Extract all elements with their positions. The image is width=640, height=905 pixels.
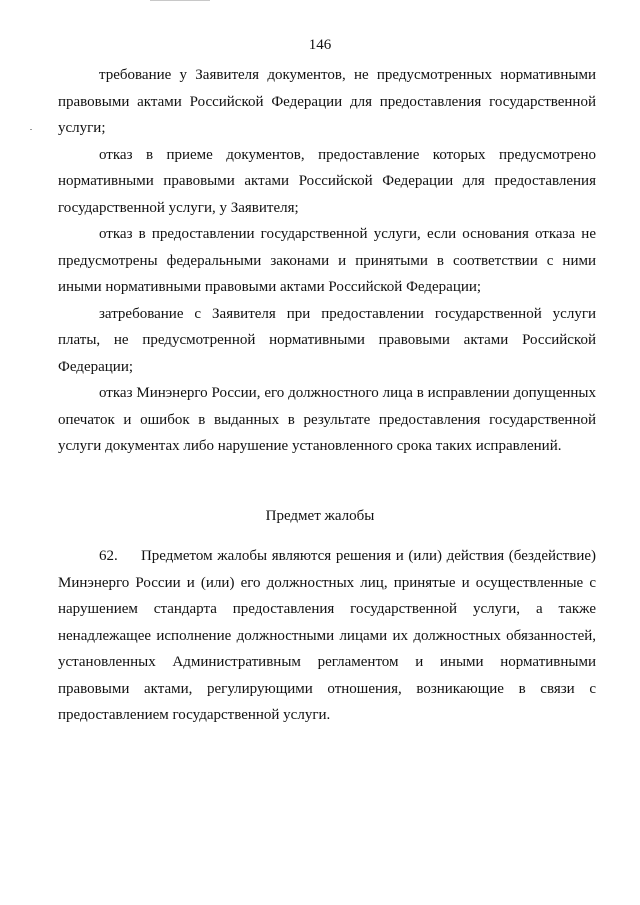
page-number: 146 — [308, 37, 332, 53]
list-item: затребование с Заявителя при предоставлении государственной услуги платы, не предусмотренной нормативными правовыми актами Российской Федерации; — [58, 305, 596, 375]
margin-mark — [30, 129, 32, 130]
list-item: отказ в приеме документов, предоставление которых предусмотрено нормативными правовыми актами Российской Федерации для предоставления государственной услуги, у Заявителя; — [58, 146, 596, 216]
grounds-list — [58, 62, 596, 460]
list-item: требование у Заявителя документов, не предусмотренных нормативными правовыми актами Российской Федерации для предоставления государственной услуги; — [58, 67, 596, 136]
paragraph-62-block — [58, 543, 596, 729]
scan-artifact — [150, 0, 210, 1]
list-item: отказ в предоставлении государственной услуги, если основания отказа не предусмотрены федеральными законами и принятыми в соответствии с ними иными нормативными правовыми актами Российской Федерации; — [58, 226, 596, 295]
paragraph-62: 62. Предметом жалобы являются решения и (или) действия (бездействие) Минэнерго России и (или) его должностных лиц, принятые и осуществленные с нарушением стандарта предоставления государственной услуги, а также ненадлежащее исполнение должностными лицами их должностных обязанностей, установленных Административным регламентом и иными нормативными правовыми актами, регулирующими отношения, возникающие в связи с предоставлением государственной услуги. — [58, 548, 596, 723]
list-item: отказ Минэнерго России, его должностного лица в исправлении допущенных опечаток и ошибок в выданных в результате предоставления государственной услуги документах либо нарушение установленного срока таких исправлений. — [58, 385, 596, 454]
section-heading: Предмет жалобы — [265, 508, 375, 524]
